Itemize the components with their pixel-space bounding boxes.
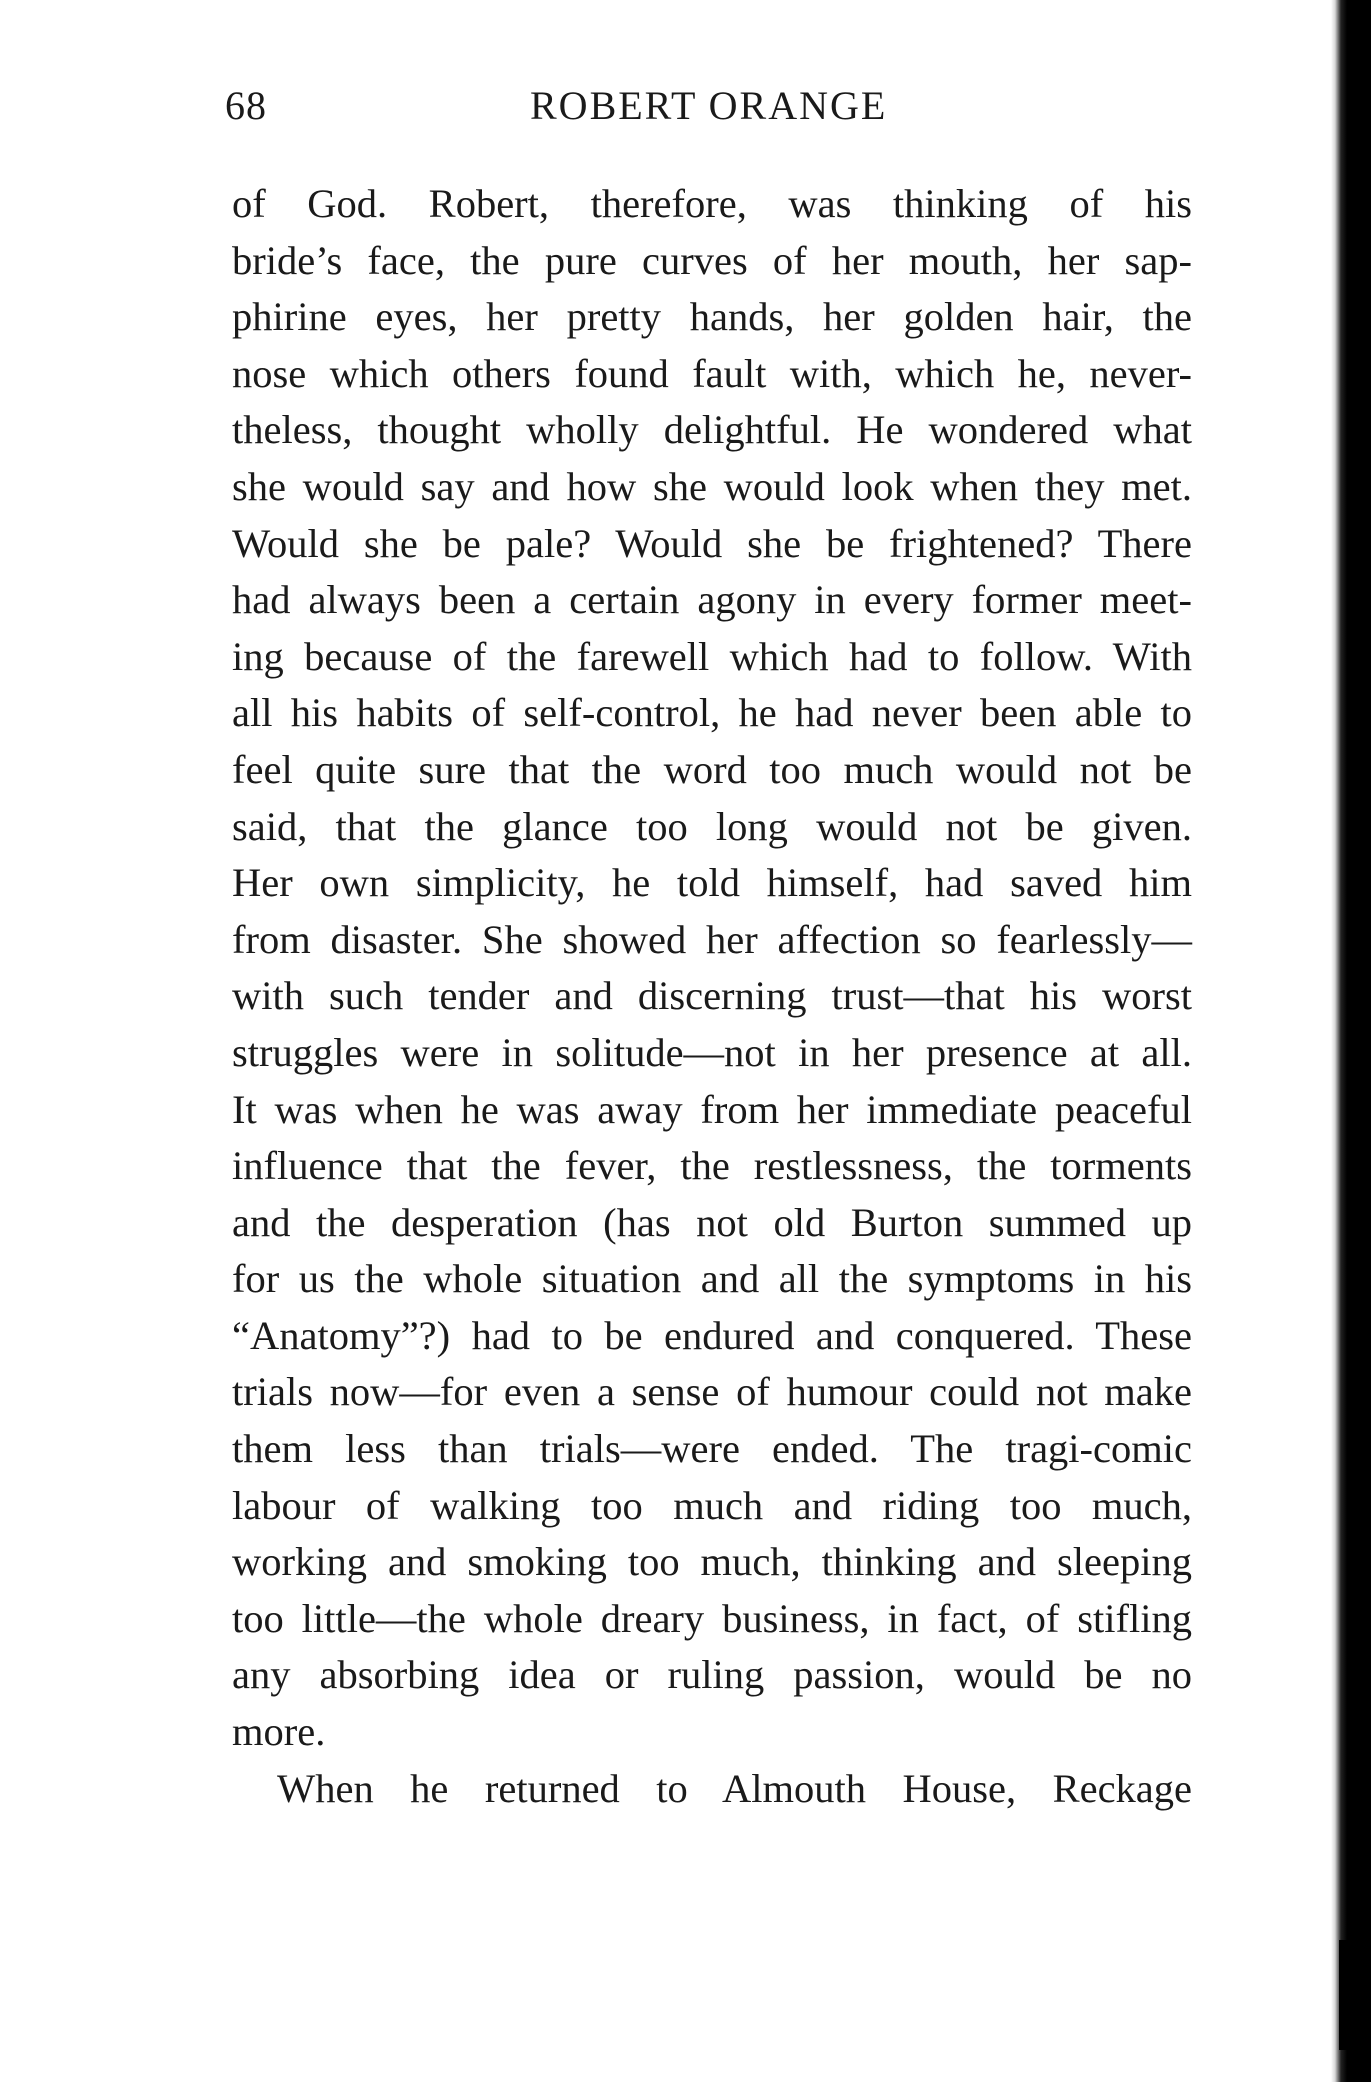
text-line: Would she be pale? Would she be frightened? There (232, 520, 1192, 566)
text-line: any absorbing idea or ruling passion, would be no (232, 1652, 1192, 1698)
text-line: ing because of the farewell which had to follow. With (232, 633, 1192, 679)
text-line: It was when he was away from her immediate peaceful (232, 1086, 1192, 1132)
text-line: struggles were in solitude—not in her presence at all. (232, 1029, 1192, 1075)
text-line: with such tender and discerning trust—that his worst (232, 973, 1192, 1019)
text-line: all his habits of self-control, he had never been able to (232, 690, 1192, 736)
text-line: and the desperation (has not old Burton summed up (232, 1199, 1192, 1245)
text-line: “Anatomy”?) had to be endured and conquered. These (232, 1312, 1192, 1358)
text-line: nose which others found fault with, which he, never- (232, 350, 1192, 396)
text-line: theless, thought wholly delightful. He wondered what (232, 407, 1192, 453)
text-line: from disaster. She showed her affection so fearlessly— (232, 916, 1192, 962)
text-line: said, that the glance too long would not be given. (232, 803, 1192, 849)
page-number: 68 (225, 83, 267, 128)
text-line: trials now—for even a sense of humour could not make (232, 1369, 1192, 1415)
text-line: Her own simplicity, he told himself, had saved him (232, 860, 1192, 906)
text-line: she would say and how she would look when they met. (232, 463, 1192, 509)
text-line: feel quite sure that the word too much would not be (232, 746, 1192, 792)
text-line: bride’s face, the pure curves of her mouth, her sap- (232, 237, 1192, 283)
text-line: working and smoking too much, thinking and sleeping (232, 1539, 1192, 1585)
text-line: them less than trials—were ended. The tragi-comic (232, 1426, 1192, 1472)
text-line: influence that the fever, the restlessness, the torments (232, 1143, 1192, 1189)
text-line: too little—the whole dreary business, in fact, of stifling (232, 1595, 1192, 1641)
text-line: had always been a certain agony in every former meet- (232, 577, 1192, 623)
text-line-paragraph-start: When he returned to Almouth House, Reckage (277, 1765, 1192, 1811)
body-text (232, 176, 1192, 1817)
text-line: for us the whole situation and all the symptoms in his (232, 1256, 1192, 1302)
book-spine-edge (1331, 0, 1371, 2082)
spine-shadow-mark (1339, 1940, 1347, 2050)
text-line: more. (232, 1709, 326, 1755)
text-line: of God. Robert, therefore, was thinking of his (232, 181, 1192, 226)
text-line: phirine eyes, her pretty hands, her golden hair, the (232, 294, 1192, 340)
page-header (225, 82, 1185, 142)
running-title: ROBERT ORANGE (530, 83, 888, 128)
text-line: labour of walking too much and riding too much, (232, 1482, 1192, 1528)
